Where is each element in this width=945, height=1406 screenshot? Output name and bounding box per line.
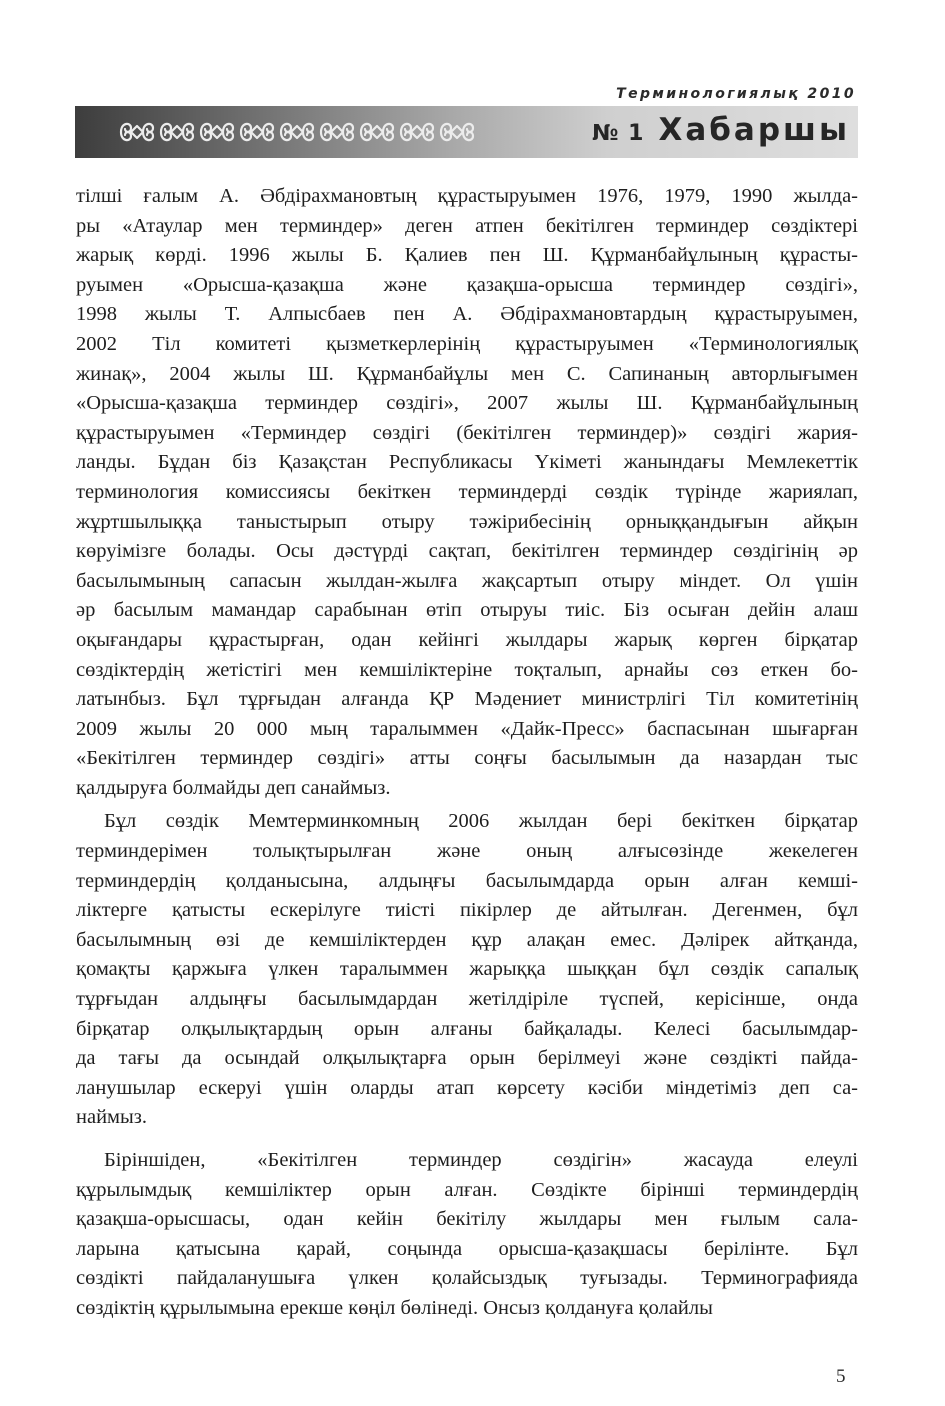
text-line: да тағы да осындай олқылықтарға орын берілмеуі және сөздікті пайда- [76,1047,858,1070]
text-line: жұртшылыққа таныстырып отыру тәжірибесінің орныққандығын айқын [76,510,858,533]
journal-title: Хабаршы [658,112,850,148]
text-line: басылымның өзі де кемшіліктерден құр алақан емес. Дәлірек айтқанда, [76,928,858,951]
text-line: руымен «Орысша-қазақша және қазақша-орысша терминдер сөздігі», [76,273,858,296]
text-line: әр басылым мамандар сарабынан өтіп отыруы тиіс. Біз осыған дейін алаш [76,599,858,622]
text-line: ліктерге қатысты ескерілуге тиісті пікірлер де айтылған. Дегенмен, бұл [76,899,858,922]
text-line: қазақша-орысшасы, одан кейін бекітілу жылдары мен ғылым сала- [76,1208,858,1231]
text-line: ланды. Бұдан біз Қазақстан Республикасы Үкіметі жанындағы Мемлекеттік [76,451,858,474]
text-line: оқығандары құрастырған, одан кейінгі жылдары жарық көрген бірқатар [76,628,858,651]
text-line: Біріншіден, «Бекітілген терминдер сөздігін» жасауда елеулі [104,1149,858,1171]
text-line: қалдыруға болмайды деп санаймыз. [76,776,391,799]
text-line: тұрғыдан алдыңғы басылымдардан жетілдіріле түспей, керісінше, онда [76,988,858,1011]
text-line: «Бекітілген терминдер сөздігі» атты соңғы басылымын да назардан тыс [76,747,858,770]
text-line: 1998 жылы Т. Алпысбаев пен А. Әбдірахмановтардың құрастыруымен, [76,303,858,326]
text-line: көруімізге болады. Осы дәстүрді сақтап, бекітілген терминдер сөздігінің әр [76,540,858,563]
journal-title-block [592,112,850,148]
text-line: қомақты қаржыға үлкен таралыммен жарыққа шыққан бұл сөздік сапалық [76,958,858,981]
text-line: 2002 Тіл комитеті қызметкерлерінің құрастыруымен «Терминологиялық [76,332,858,355]
text-line: ланушылар ескеруі үшін оларды атап көрсету кәсіби міндетіміз деп са- [76,1076,858,1099]
text-line: тілші ғалым А. Әбдірахмановтың құрастыруымен 1976, 1979, 1990 жылда- [76,185,858,207]
text-line: басылымының сапасын жылдан-жылға жақсартып отыру міндет. Ол үшін [76,569,858,592]
page-number: 5 [836,1366,846,1387]
text-line: жарық көрді. 1996 жылы Б. Қалиев пен Ш. Құрманбайұлының құрасты- [76,244,858,267]
text-line: құрылымдық кемшіліктер орын алған. Сөздікте бірінші терминдердің [76,1178,858,1201]
text-line: 2009 жылы 20 000 мың таралыммен «Дайк-Пресс» баспасынан шығарған [76,717,858,740]
text-line: жинақ», 2004 жылы Ш. Құрманбайұлы мен С. Сапинаның авторлығымен [76,362,858,385]
text-line: сөздікті пайдаланушыға үлкен қолайсыздық туғызады. Терминографияда [76,1267,858,1290]
text-line: сөздіктердің жетістігі мен кемшіліктеріне тоқталып, арнайы сөз еткен бо- [76,658,858,681]
text-line: құрастыруымен «Терминдер сөздігі (бекітілген терминдер)» сөздігі жария- [76,421,858,444]
text-line: бірқатар олқылықтардың орын алғаны байқалады. Келесі басылымдар- [76,1017,858,1040]
text-line: терминдердің қолданысына, алдыңғы басылымдарда орын алған кемші- [76,869,858,892]
text-line: терминдерімен толықтырылған және оның алғысөзінде жекелеген [76,840,858,863]
text-line: ларына қатысына қарай, соңында орысша-қазақшасы берілінте. Бұл [76,1237,858,1260]
text-line: терминология комиссиясы бекіткен терминдерді сөздік түрінде жариялап, [76,480,858,503]
text-line: латынбыз. Бұл тұрғыдан алғанда ҚР Мәдениет министрлігі Тіл комитетінің [76,688,858,711]
text-line: наймыз. [76,1106,148,1129]
text-line: «Орысша-қазақша терминдер сөздігі», 2007 жылы Ш. Құрманбайұлының [76,392,858,415]
text-line: Бұл сөздік Мемтерминкомның 2006 жылдан бері бекіткен бірқатар [104,810,858,833]
text-line: ры «Атаулар мен терминдер» деген атпен бекітілген терминдер сөздіктері [76,214,858,237]
text-line: сөздіктің құрылымына ерекше көңіл бөлінеді. Онсыз қолдануға қолайлы [76,1296,713,1319]
header-banner [75,106,858,158]
ornament-pattern-icon [115,116,475,148]
article-body [76,182,858,1324]
issue-number: № 1 [592,121,645,146]
journal-subtitle: Терминологиялық 2010 [616,86,856,102]
